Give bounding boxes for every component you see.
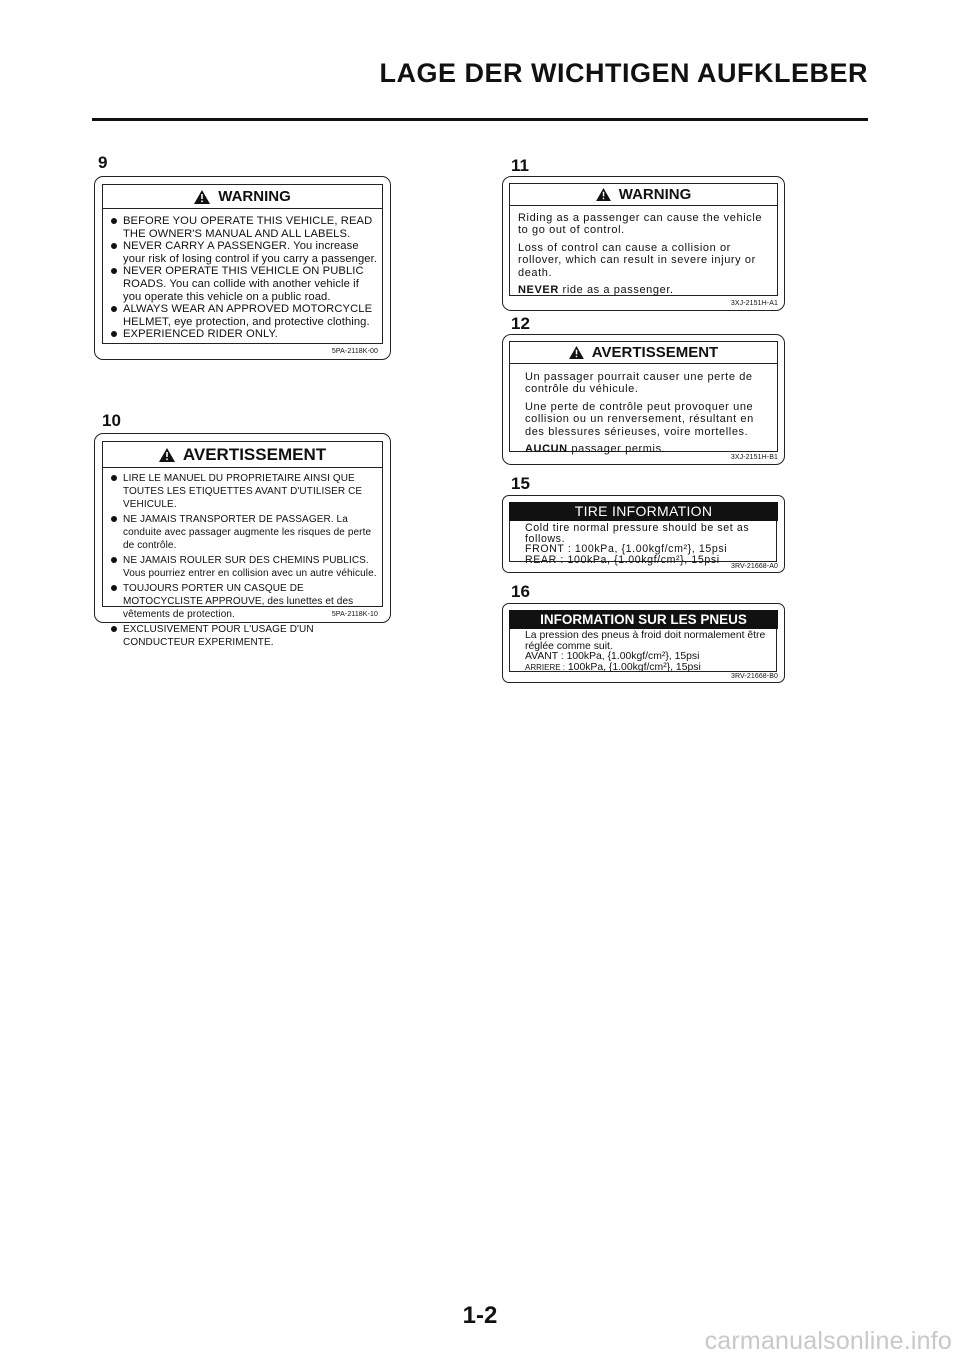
label-11-text	[518, 212, 771, 301]
label-16-line-3	[525, 663, 772, 674]
label-10-number: 10	[102, 411, 121, 430]
label-12-paragraph-3-rest: passager permis.	[567, 443, 666, 456]
page-number: 1-2	[462, 1302, 498, 1329]
label-16-line-3-prefix: ARRIERE :	[525, 662, 566, 672]
label-10-header-text: AVERTISSEMENT	[182, 444, 327, 464]
list-item: NEVER OPERATE THIS VEHICLE ON PUBLIC ROADS. You can collide with another vehicle if you operate this vehicle on a public road.	[109, 265, 378, 303]
label-15-line-3: REAR : 100kPa, {1.00kgf/cm²}, 15psi	[525, 553, 720, 566]
watermark: carmanualsonline.info	[704, 1327, 952, 1355]
label-9-code: 5PA-2118K-00	[331, 348, 378, 355]
label-12-header	[510, 342, 777, 364]
label-9	[94, 176, 391, 360]
list-item: NE JAMAIS ROULER SUR DES CHEMINS PUBLICS. Vous pourriez entrer en collision avec un autre véhicule.	[109, 554, 378, 580]
label-10-list	[109, 472, 378, 649]
label-12-number: 12	[511, 314, 530, 333]
label-9-list	[109, 215, 378, 341]
label-12-code: 3XJ-2151H-B1	[730, 454, 778, 461]
label-16-code: 3RV-21668-B0	[731, 673, 778, 680]
label-11	[502, 176, 785, 311]
label-15-line-1: Cold tire normal pressure should be set as follows.	[525, 522, 750, 545]
label-9-header	[103, 185, 382, 209]
label-11-paragraph-2: Loss of control can cause a collision or rollover, which can result in severe injury or death.	[518, 241, 756, 279]
label-11-code: 3XJ-2151H-A1	[730, 300, 778, 307]
label-11-paragraph-1: Riding as a passenger can cause the vehicle to go out of control.	[518, 212, 763, 237]
label-15-code: 3RV-21668-A0	[731, 563, 778, 570]
list-item: EXCLUSIVEMENT POUR L'USAGE D'UN CONDUCTEUR EXPERIMENTE.	[109, 623, 378, 649]
label-10-header	[103, 442, 382, 468]
label-11-paragraph-3	[518, 284, 771, 296]
page-title: LAGE DER WICHTIGEN AUFKLEBER	[379, 58, 868, 88]
label-11-never: NEVER	[518, 284, 559, 297]
warning-triangle-icon	[569, 346, 584, 359]
label-12	[502, 334, 785, 465]
label-11-frame	[509, 183, 778, 296]
label-12-frame	[509, 341, 778, 456]
label-11-paragraph-3-rest: ride as a passenger.	[558, 284, 674, 297]
label-12-header-text: AVERTISSEMENT	[591, 344, 719, 361]
list-item: ALWAYS WEAR AN APPROVED MOTORCYCLE HELMET, eye protection, and protective clothing.	[109, 303, 378, 328]
label-12-paragraph-2: Une perte de contrôle peut provoquer une collision ou un renversement, résultant en des blessures sérieuses, voire mortelles.	[525, 400, 754, 438]
label-15-line-2: FRONT : 100kPa, {1.00kgf/cm²}, 15psi	[525, 543, 728, 556]
label-16-number: 16	[511, 582, 530, 601]
label-10	[94, 433, 391, 648]
label-9-header-text: WARNING	[218, 188, 291, 205]
label-15-frame	[509, 521, 777, 566]
list-item: EXPERIENCED RIDER ONLY.	[109, 328, 378, 341]
label-15-text	[525, 523, 772, 565]
label-11-number: 11	[511, 156, 529, 175]
list-item: BEFORE YOU OPERATE THIS VEHICLE, READ THE OWNER'S MANUAL AND ALL LABELS.	[109, 215, 378, 240]
label-16-frame	[509, 629, 777, 672]
label-12-text	[525, 371, 771, 460]
label-9-frame	[102, 184, 383, 344]
list-item: NEVER CARRY A PASSENGER. You increase your risk of losing control if you carry a passenger.	[109, 240, 378, 265]
label-12-aucun: AUCUN	[525, 443, 568, 456]
label-16-text	[525, 631, 772, 673]
header-rule	[92, 118, 868, 121]
label-11-header	[510, 184, 777, 206]
warning-triangle-icon	[194, 190, 210, 204]
label-15-number: 15	[511, 474, 530, 493]
warning-triangle-icon	[159, 448, 175, 462]
label-9-number: 9	[98, 153, 108, 172]
warning-triangle-icon	[596, 188, 611, 201]
label-15-header: TIRE INFORMATION	[509, 502, 778, 521]
list-item: LIRE LE MANUEL DU PROPRIETAIRE AINSI QUE TOUTES LES ETIQUETTES AVANT D'UTILISER CE VEHICULE.	[109, 472, 378, 511]
label-12-paragraph-1: Un passager pourrait causer une perte de contrôle du véhicule.	[525, 371, 753, 396]
label-16	[502, 603, 785, 683]
label-16-line-3-rest: 100kPa, {1.00kgf/cm²}, 15psi	[565, 661, 701, 673]
label-16-line-2: AVANT : 100kPa, {1.00kgf/cm²}, 15psi	[525, 651, 700, 663]
label-16-header: INFORMATION SUR LES PNEUS	[509, 610, 778, 629]
list-item: TOUJOURS PORTER UN CASQUE DE MOTOCYCLISTE APPROUVE, des lunettes et des vêtements de protection.	[109, 582, 378, 621]
list-item: NE JAMAIS TRANSPORTER DE PASSAGER. La conduite avec passager augmente les risques de perte de contrôle.	[109, 513, 378, 552]
label-16-line-1: La pression des pneus à froid doit normalement être réglée comme suit.	[525, 630, 766, 652]
label-11-header-text: WARNING	[618, 186, 692, 203]
label-10-code: 5PA-2118K-10	[331, 611, 378, 618]
label-15	[502, 495, 785, 573]
